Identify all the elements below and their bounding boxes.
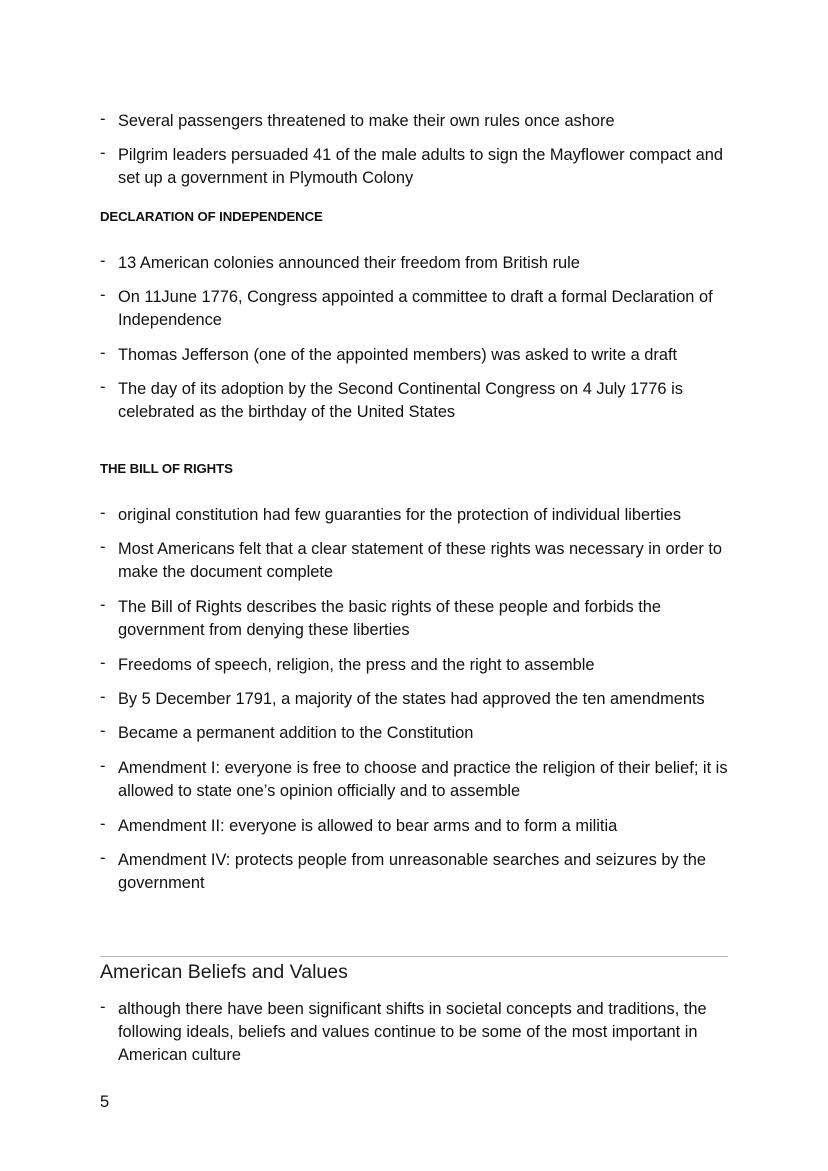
dash-bullet-icon: -: [100, 286, 106, 304]
dash-bullet-icon: -: [100, 110, 106, 128]
dash-bullet-icon: -: [100, 344, 106, 362]
bullet-item: [100, 757, 740, 803]
dash-bullet-icon: -: [100, 998, 106, 1016]
bullet-text: Freedoms of speech, religion, the press and the right to assemble: [118, 656, 595, 674]
dash-bullet-icon: -: [100, 722, 106, 740]
section-heading-declaration: DECLARATION OF INDEPENDENCE: [100, 209, 323, 224]
bullet-item: [100, 722, 740, 745]
bullet-text: Several passengers threatened to make their own rules once ashore: [118, 112, 615, 130]
dash-bullet-icon: -: [100, 654, 106, 672]
bullet-item: [100, 688, 740, 711]
dash-bullet-icon: -: [100, 504, 106, 522]
bullet-text: The day of its adoption by the Second Continental Congress on 4 July 1776 is celebrated as the birthday of the United States: [118, 380, 683, 421]
bullet-text: Amendment I: everyone is free to choose and practice the religion of their belief; it is allowed to state one’s opinion officially and to assemble: [118, 759, 728, 800]
dash-bullet-icon: -: [100, 378, 106, 396]
bullet-item: [100, 538, 740, 584]
dash-bullet-icon: -: [100, 252, 106, 270]
bullet-item: [100, 378, 740, 424]
section-divider: [100, 956, 728, 957]
dash-bullet-icon: -: [100, 538, 106, 556]
section-heading-bill-of-rights: THE BILL OF RIGHTS: [100, 461, 233, 476]
bullet-item: [100, 110, 740, 133]
bullet-text: Pilgrim leaders persuaded 41 of the male adults to sign the Mayflower compact and set up a government in Plymouth Colony: [118, 146, 723, 187]
bullet-text: Amendment II: everyone is allowed to bear arms and to form a militia: [118, 817, 618, 835]
bullet-text: Thomas Jefferson (one of the appointed members) was asked to write a draft: [118, 346, 678, 364]
bullet-item: [100, 654, 740, 677]
bullet-text: By 5 December 1791, a majority of the states had approved the ten amendments: [118, 690, 705, 708]
page-number: 5: [100, 1093, 110, 1111]
dash-bullet-icon: -: [100, 688, 106, 706]
bullet-item: [100, 998, 740, 1067]
bullet-item: [100, 252, 740, 275]
dash-bullet-icon: -: [100, 815, 106, 833]
bullet-item: [100, 596, 740, 642]
bullet-item: [100, 286, 740, 332]
bullet-item: [100, 344, 740, 367]
bullet-item: [100, 504, 740, 527]
dash-bullet-icon: -: [100, 144, 106, 162]
dash-bullet-icon: -: [100, 849, 106, 867]
bullet-text: The Bill of Rights describes the basic rights of these people and forbids the government from denying these liberties: [118, 598, 662, 639]
bullet-text: Most Americans felt that a clear statement of these rights was necessary in order to make the document complete: [118, 540, 722, 581]
bullet-item: [100, 815, 740, 838]
bullet-text: Became a permanent addition to the Constitution: [118, 724, 474, 742]
bullet-item: [100, 144, 740, 190]
bullet-text: 13 American colonies announced their freedom from British rule: [118, 254, 580, 272]
dash-bullet-icon: -: [100, 757, 106, 775]
dash-bullet-icon: -: [100, 596, 106, 614]
bullet-item: [100, 849, 740, 895]
bullet-text: Amendment IV: protects people from unreasonable searches and seizures by the government: [118, 851, 706, 892]
bullet-text: original constitution had few guaranties for the protection of individual liberties: [118, 506, 682, 524]
section-title-beliefs: American Beliefs and Values: [100, 961, 348, 983]
bullet-text: On 11June 1776, Congress appointed a committee to draft a formal Declaration of Independence: [118, 288, 713, 329]
bullet-text: although there have been significant shifts in societal concepts and traditions, the following ideals, beliefs and values continue to be some of the most important in American culture: [118, 1000, 707, 1064]
